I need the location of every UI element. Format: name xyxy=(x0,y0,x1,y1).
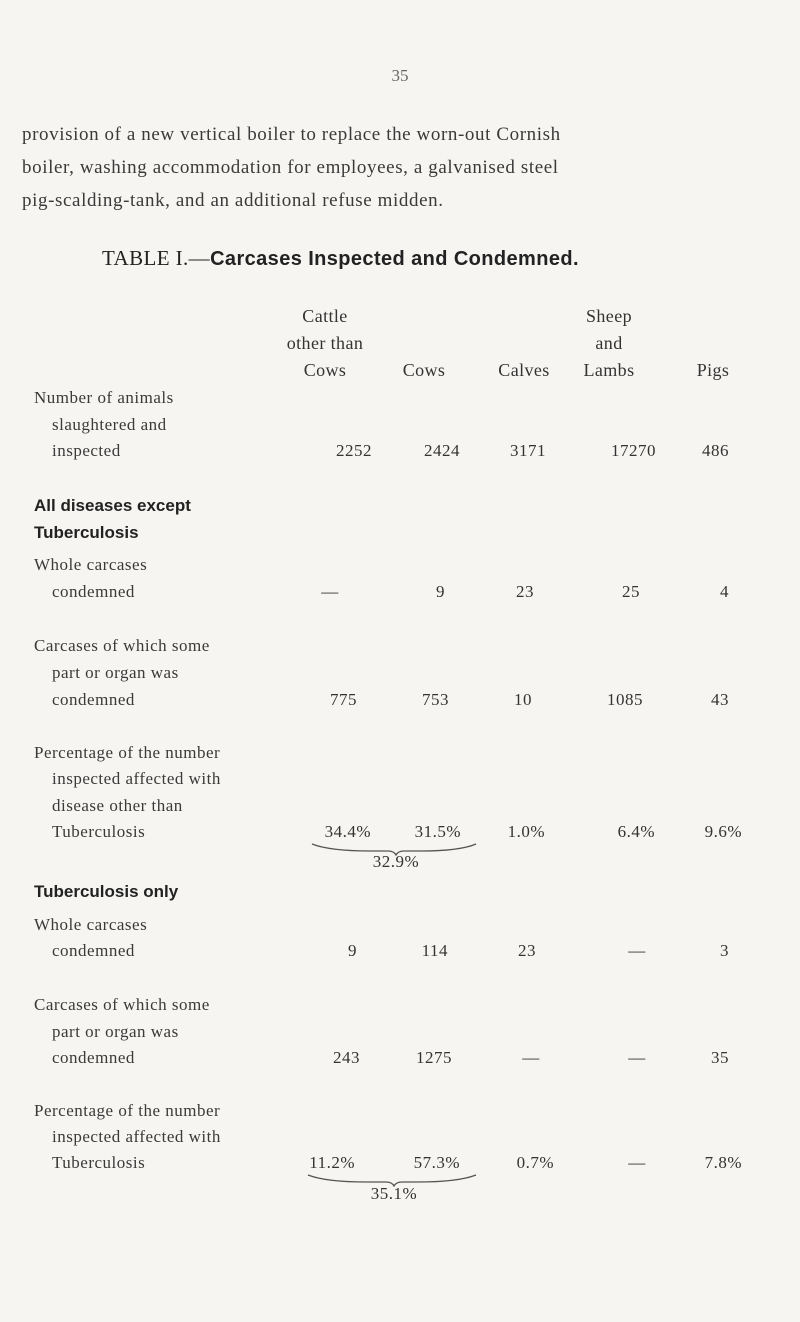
s2-whole-calves: 23 xyxy=(518,941,536,960)
slaughtered-cows: 2424 xyxy=(424,441,460,460)
intro-line-3: pig-scalding-tank, and an additional refuse midden. xyxy=(22,190,444,211)
s1-pct-cattle: 34.4% xyxy=(324,822,371,841)
s2-pct-pigs: 7.8% xyxy=(704,1153,742,1172)
s1-pct-cows: 31.5% xyxy=(414,822,461,841)
intro-line-2: boiler, washing accommodation for employees, a galvanised steel xyxy=(22,157,559,178)
s2-pct-label-3: Tuberculosis xyxy=(52,1153,146,1172)
s2-pct-cattle: 11.2% xyxy=(309,1153,355,1172)
slaughtered-calves: 3171 xyxy=(510,441,546,460)
table-title-prefix: TABLE I.— xyxy=(102,246,211,270)
s2-part-label-3: condemned xyxy=(52,1048,135,1067)
s2-part-label-1: Carcases of which some xyxy=(34,995,210,1014)
s2-whole-sheep: — xyxy=(628,941,646,960)
s2-part-sheep: — xyxy=(628,1048,646,1067)
s1-part-calves: 10 xyxy=(514,690,532,709)
slaughtered-sheep: 17270 xyxy=(611,441,656,460)
s2-pct-label-1: Percentage of the number xyxy=(34,1101,221,1120)
s1-part-label-3: condemned xyxy=(52,690,135,709)
s1-pct-label-2: inspected affected with xyxy=(52,769,221,788)
s1-whole-cattle: — xyxy=(321,582,339,601)
s2-part-cows: 1275 xyxy=(416,1048,452,1067)
header-cattle-2: other than xyxy=(286,333,364,353)
section2-heading: Tuberculosis only xyxy=(34,882,179,901)
s1-pct-sheep: 6.4% xyxy=(617,822,655,841)
page-number: 35 xyxy=(391,66,409,85)
intro-line-1: provision of a new vertical boiler to replace the worn-out Cornish xyxy=(22,124,561,145)
s2-whole-label-2: condemned xyxy=(52,941,135,960)
header-cattle-1: Cattle xyxy=(302,306,348,326)
header-cattle-3: Cows xyxy=(303,360,347,380)
header-sheep-1: Sheep xyxy=(586,306,632,326)
header-calves: Calves xyxy=(498,360,550,380)
slaughtered-label-3: inspected xyxy=(52,441,121,460)
s1-part-label-2: part or organ was xyxy=(52,663,179,682)
s1-part-label-1: Carcases of which some xyxy=(34,636,210,655)
table-title xyxy=(102,246,579,271)
s2-pct-sheep: — xyxy=(628,1153,646,1172)
s2-whole-pigs: 3 xyxy=(720,941,729,960)
s2-part-label-2: part or organ was xyxy=(52,1022,179,1041)
s1-pct-label-3: disease other than xyxy=(52,796,183,815)
s1-pct-pigs: 9.6% xyxy=(704,822,742,841)
section1-heading-1: All diseases except xyxy=(34,496,191,515)
s2-whole-cows: 114 xyxy=(421,941,448,960)
header-sheep-2: and xyxy=(595,333,623,353)
s2-pct-cows: 57.3% xyxy=(413,1153,460,1172)
s1-whole-pigs: 4 xyxy=(720,582,729,601)
slaughtered-label-1: Number of animals xyxy=(34,388,174,407)
s2-pct-label-2: inspected affected with xyxy=(52,1127,221,1146)
section1-heading-2: Tuberculosis xyxy=(34,523,139,542)
s1-pct-label-1: Percentage of the number xyxy=(34,743,221,762)
s1-pct-calves: 1.0% xyxy=(507,822,545,841)
s1-part-pigs: 43 xyxy=(711,690,729,709)
s1-part-cows: 753 xyxy=(422,690,449,709)
s2-part-cattle: 243 xyxy=(333,1048,360,1067)
table-title-bold: Carcases Inspected and Condemned. xyxy=(210,248,579,270)
slaughtered-pigs: 486 xyxy=(702,441,729,460)
s1-part-cattle: 775 xyxy=(330,690,357,709)
header-pigs: Pigs xyxy=(696,360,730,380)
header-cows: Cows xyxy=(402,360,446,380)
s2-part-calves: — xyxy=(522,1048,540,1067)
s2-pct-combined: 35.1% xyxy=(370,1184,418,1203)
s1-whole-calves: 23 xyxy=(516,582,534,601)
s2-whole-cattle: 9 xyxy=(348,941,357,960)
s1-part-sheep: 1085 xyxy=(607,690,643,709)
s2-part-pigs: 35 xyxy=(711,1048,729,1067)
s2-pct-calves: 0.7% xyxy=(516,1153,554,1172)
header-sheep-3: Lambs xyxy=(583,360,635,380)
s1-whole-label-1: Whole carcases xyxy=(34,555,148,574)
s1-pct-combined: 32.9% xyxy=(372,852,420,871)
s1-whole-cows: 9 xyxy=(436,582,445,601)
slaughtered-label-2: slaughtered and xyxy=(52,415,167,434)
slaughtered-cattle: 2252 xyxy=(336,441,372,460)
s1-pct-label-4: Tuberculosis xyxy=(52,822,146,841)
s2-whole-label-1: Whole carcases xyxy=(34,915,148,934)
s1-whole-label-2: condemned xyxy=(52,582,135,601)
s1-whole-sheep: 25 xyxy=(622,582,640,601)
